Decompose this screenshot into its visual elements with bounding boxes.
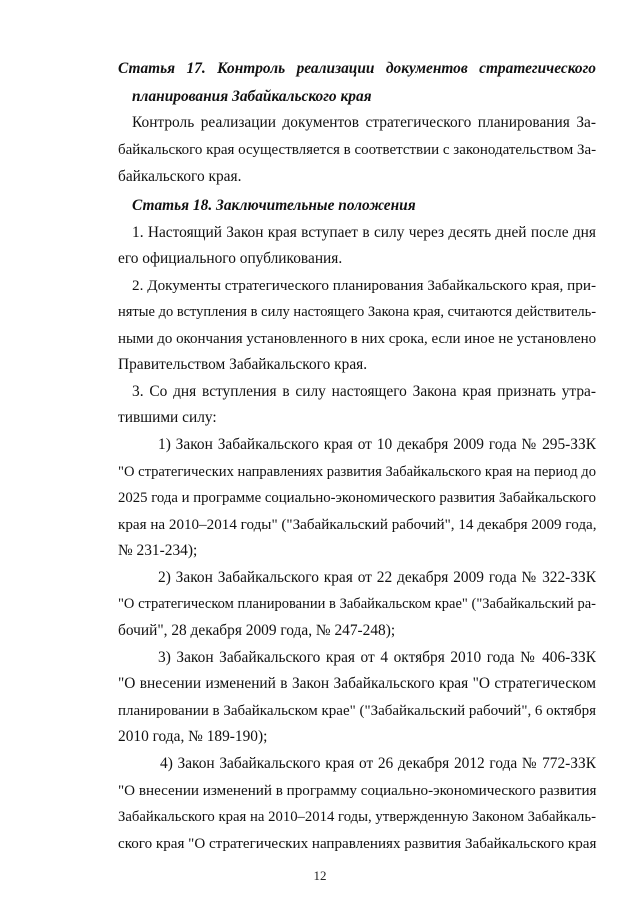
p2-line-4: Правительством Забайкальского края. [118, 356, 368, 373]
article-17-body-line-3: байкальского края. [118, 168, 242, 185]
item1-line-2: "О стратегических направлениях развития Забайкальского края на период до [118, 464, 596, 480]
item1-line-1: 1) Закон Забайкальского края от 10 декабря 2009 года № 295-ЗЗК [158, 436, 596, 453]
p1-line-2: его официального опубликования. [118, 250, 343, 267]
item4-line-4: ского края "О стратегических направлениях развития Забайкальского края [118, 836, 597, 852]
item4-line-1: 4) Закон Забайкальского края от 26 декабря 2012 года № 772-ЗЗК [160, 755, 596, 772]
item2-line-2: "О стратегическом планировании в Забайкальском крае" ("Забайкальский ра- [118, 596, 596, 612]
article-17-body-line-1: Контроль реализации документов стратегического планирования За- [132, 114, 596, 131]
item3-line-3: планировании в Забайкальском крае" ("Забайкальский рабочий", 6 октября [118, 703, 596, 719]
item2-line-3: бочий", 28 декабря 2009 года, № 247-248); [118, 622, 396, 639]
p2-line-3: ными до окончания установленного в них срока, если иное не установлено [118, 331, 597, 347]
p2-line-2: нятые до вступления в силу настоящего Закона края, считаются действитель- [118, 304, 597, 320]
item4-line-3: Забайкальского края на 2010–2014 годы, утвержденную Законом Забайкаль- [118, 809, 596, 825]
item1-line-5: № 231-234); [118, 542, 198, 559]
p2-line-1: 2. Документы стратегического планирования Забайкальского края, при- [132, 277, 596, 294]
article-18-title: Статья 18. Заключительные положения [132, 197, 416, 214]
item2-line-1: 2) Закон Забайкальского края от 22 декабря 2009 года № 322-ЗЗК [158, 569, 596, 586]
p1-line-1: 1. Настоящий Закон края вступает в силу через десять дней после дня [132, 224, 596, 241]
item4-line-2: "О внесении изменений в программу социально-экономического развития [118, 783, 597, 799]
article-17-title-line-1: Статья 17. Контроль реализации документов стратегического [118, 60, 596, 77]
article-17-body-line-2: байкальского края осуществляется в соответствии с законодательством За- [118, 142, 597, 158]
p3-line-1: 3. Со дня вступления в силу настоящего Закона края признать утра- [132, 383, 596, 400]
page-number: 12 [313, 868, 327, 883]
item1-line-3: 2025 года и программе социально-экономического развития Забайкальского [118, 490, 596, 506]
item3-line-4: 2010 года, № 189-190); [118, 728, 268, 745]
item3-line-2: "О внесении изменений в Закон Забайкальского края "О стратегическом [118, 675, 596, 692]
item1-line-4: края на 2010–2014 годы" ("Забайкальский рабочий", 14 декабря 2009 года, [118, 517, 597, 533]
item3-line-1: 3) Закон Забайкальского края от 4 октября 2010 года № 406-ЗЗК [158, 649, 596, 666]
article-17-title-line-2: планирования Забайкальского края [132, 88, 372, 105]
p3-line-2: тившими силу: [118, 409, 217, 426]
